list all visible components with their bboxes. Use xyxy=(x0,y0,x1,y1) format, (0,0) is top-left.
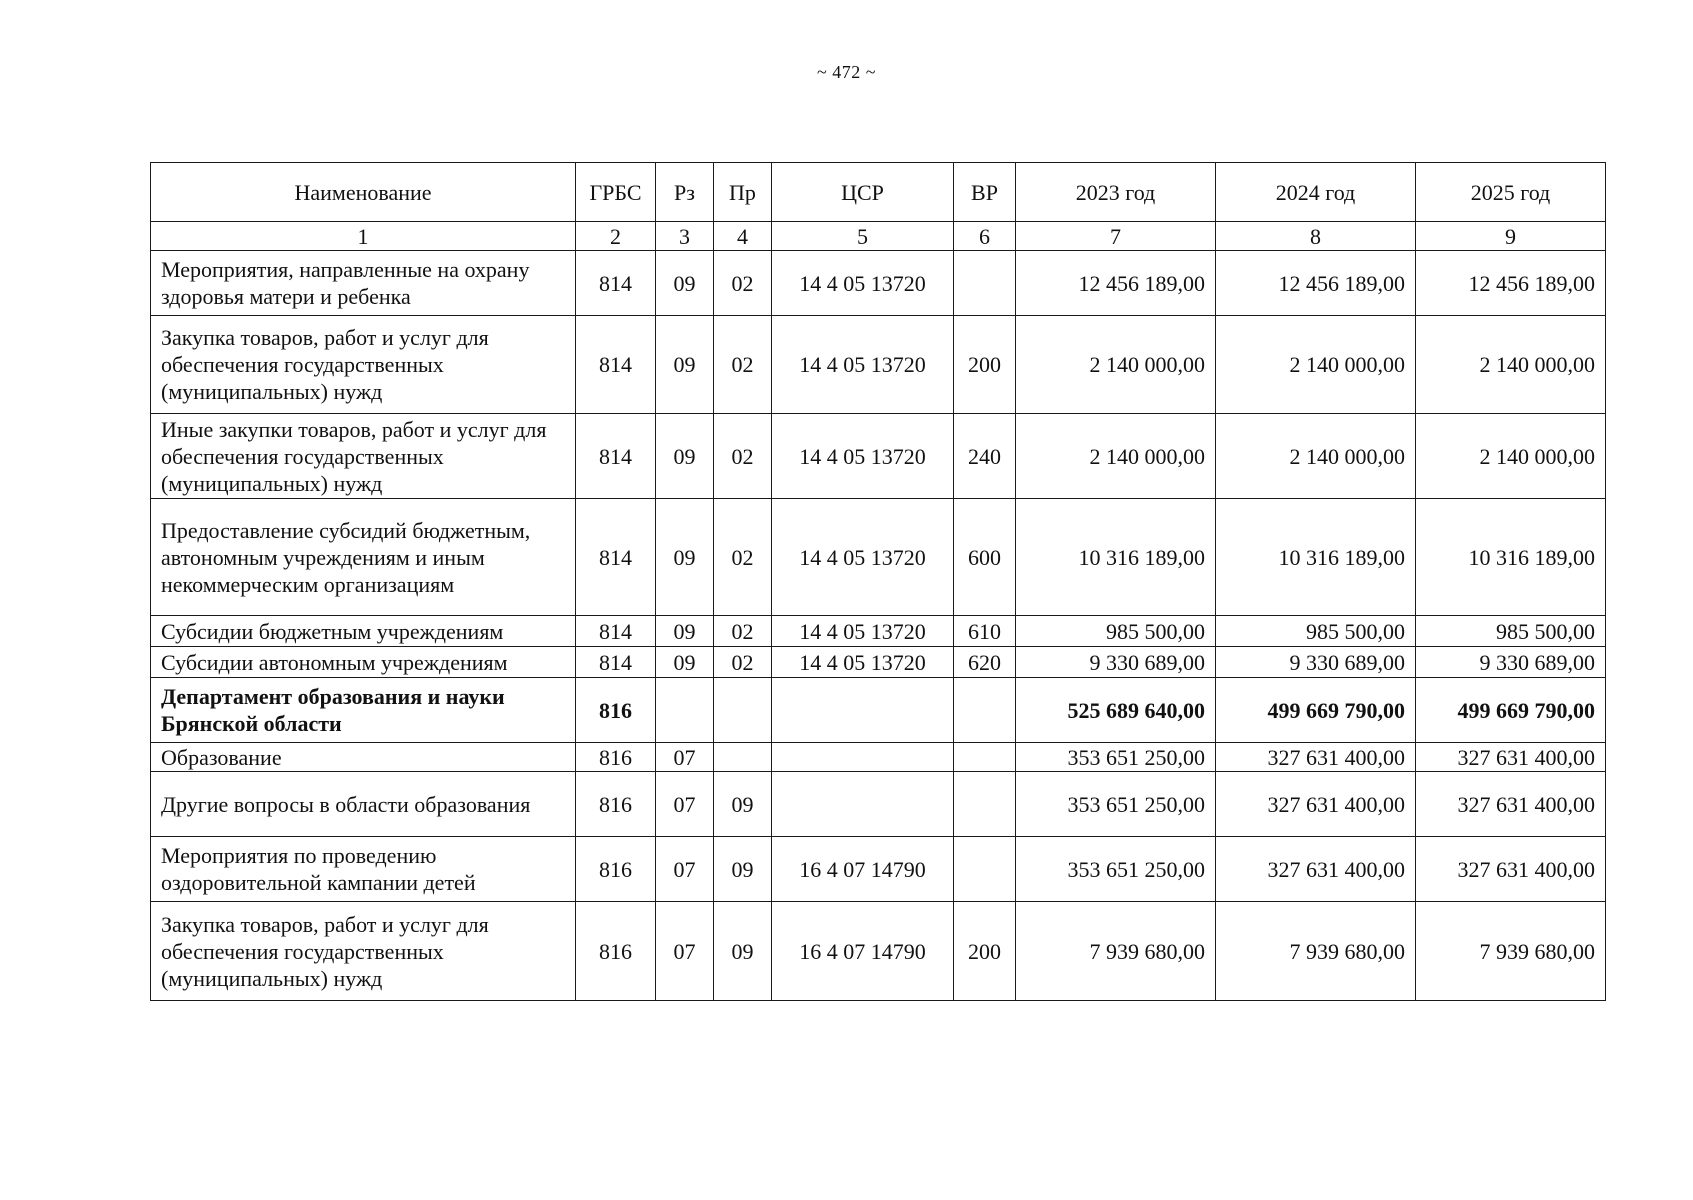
row-rz: 07 xyxy=(656,772,714,837)
row-name: Закупка товаров, работ и услуг для обеспечения государственных (муниципальных) нужд xyxy=(151,316,576,414)
row-rz: 09 xyxy=(656,647,714,678)
row-csr: 14 4 05 13720 xyxy=(772,251,954,316)
header-2024: 2024 год xyxy=(1216,163,1416,222)
row-grbs: 814 xyxy=(576,414,656,499)
row-amount-2025: 499 669 790,00 xyxy=(1416,678,1606,743)
row-amount-2025: 327 631 400,00 xyxy=(1416,837,1606,902)
row-amount-2023: 10 316 189,00 xyxy=(1016,499,1216,616)
header-row xyxy=(151,163,1606,222)
column-index: 1 xyxy=(151,222,576,251)
row-grbs: 814 xyxy=(576,647,656,678)
row-csr: 14 4 05 13720 xyxy=(772,647,954,678)
row-grbs: 814 xyxy=(576,251,656,316)
row-amount-2025: 9 330 689,00 xyxy=(1416,647,1606,678)
row-amount-2025: 7 939 680,00 xyxy=(1416,902,1606,1001)
row-csr xyxy=(772,678,954,743)
row-pr: 09 xyxy=(714,837,772,902)
row-name: Предоставление субсидий бюджетным, автономным учреждениям и иным некоммерческим организациям xyxy=(151,499,576,616)
row-pr: 09 xyxy=(714,902,772,1001)
row-vr: 240 xyxy=(954,414,1016,499)
row-vr: 200 xyxy=(954,902,1016,1001)
table-row xyxy=(151,743,1606,772)
table-row xyxy=(151,414,1606,499)
row-name: Субсидии автономным учреждениям xyxy=(151,647,576,678)
column-index: 7 xyxy=(1016,222,1216,251)
row-csr xyxy=(772,743,954,772)
row-vr: 600 xyxy=(954,499,1016,616)
row-amount-2025: 327 631 400,00 xyxy=(1416,772,1606,837)
row-amount-2023: 985 500,00 xyxy=(1016,616,1216,647)
row-vr xyxy=(954,772,1016,837)
row-pr: 02 xyxy=(714,647,772,678)
row-csr: 14 4 05 13720 xyxy=(772,616,954,647)
row-rz: 07 xyxy=(656,837,714,902)
row-amount-2023: 7 939 680,00 xyxy=(1016,902,1216,1001)
page-number: ~ 472 ~ xyxy=(817,62,876,82)
row-rz: 09 xyxy=(656,499,714,616)
row-vr xyxy=(954,837,1016,902)
row-pr: 09 xyxy=(714,772,772,837)
header-2025: 2025 год xyxy=(1416,163,1606,222)
header-vr: ВР xyxy=(954,163,1016,222)
row-grbs: 814 xyxy=(576,499,656,616)
row-pr: 02 xyxy=(714,616,772,647)
row-csr: 14 4 05 13720 xyxy=(772,414,954,499)
header-rz: Рз xyxy=(656,163,714,222)
row-grbs: 816 xyxy=(576,902,656,1001)
row-amount-2023: 12 456 189,00 xyxy=(1016,251,1216,316)
column-index: 8 xyxy=(1216,222,1416,251)
row-rz: 07 xyxy=(656,902,714,1001)
row-amount-2023: 2 140 000,00 xyxy=(1016,414,1216,499)
row-csr: 16 4 07 14790 xyxy=(772,902,954,1001)
column-index-row xyxy=(151,222,1606,251)
row-amount-2025: 2 140 000,00 xyxy=(1416,316,1606,414)
row-vr xyxy=(954,251,1016,316)
row-grbs: 816 xyxy=(576,772,656,837)
table-row xyxy=(151,316,1606,414)
header-csr: ЦСР xyxy=(772,163,954,222)
row-amount-2025: 12 456 189,00 xyxy=(1416,251,1606,316)
row-amount-2023: 2 140 000,00 xyxy=(1016,316,1216,414)
table-row xyxy=(151,251,1606,316)
row-vr: 200 xyxy=(954,316,1016,414)
row-rz: 09 xyxy=(656,251,714,316)
row-rz: 09 xyxy=(656,414,714,499)
row-grbs: 814 xyxy=(576,316,656,414)
row-amount-2024: 327 631 400,00 xyxy=(1216,772,1416,837)
row-amount-2023: 9 330 689,00 xyxy=(1016,647,1216,678)
row-amount-2024: 12 456 189,00 xyxy=(1216,251,1416,316)
row-pr xyxy=(714,743,772,772)
column-index: 4 xyxy=(714,222,772,251)
row-grbs: 816 xyxy=(576,743,656,772)
row-rz: 09 xyxy=(656,316,714,414)
row-vr xyxy=(954,678,1016,743)
row-amount-2024: 7 939 680,00 xyxy=(1216,902,1416,1001)
row-name: Департамент образования и науки Брянской области xyxy=(151,678,576,743)
table-row xyxy=(151,902,1606,1001)
row-pr: 02 xyxy=(714,251,772,316)
column-index: 2 xyxy=(576,222,656,251)
row-csr: 14 4 05 13720 xyxy=(772,499,954,616)
row-amount-2024: 2 140 000,00 xyxy=(1216,414,1416,499)
row-amount-2024: 2 140 000,00 xyxy=(1216,316,1416,414)
row-amount-2024: 327 631 400,00 xyxy=(1216,837,1416,902)
row-pr xyxy=(714,678,772,743)
header-grbs: ГРБС xyxy=(576,163,656,222)
row-amount-2024: 9 330 689,00 xyxy=(1216,647,1416,678)
table-row xyxy=(151,647,1606,678)
table-row xyxy=(151,678,1606,743)
column-index: 5 xyxy=(772,222,954,251)
row-name: Другие вопросы в области образования xyxy=(151,772,576,837)
row-csr xyxy=(772,772,954,837)
row-name: Мероприятия по проведению оздоровительной кампании детей xyxy=(151,837,576,902)
row-amount-2023: 525 689 640,00 xyxy=(1016,678,1216,743)
row-name: Мероприятия, направленные на охрану здоровья матери и ребенка xyxy=(151,251,576,316)
row-csr: 14 4 05 13720 xyxy=(772,316,954,414)
row-amount-2023: 353 651 250,00 xyxy=(1016,743,1216,772)
row-amount-2025: 2 140 000,00 xyxy=(1416,414,1606,499)
row-name: Иные закупки товаров, работ и услуг для обеспечения государственных (муниципальных) нужд xyxy=(151,414,576,499)
column-index: 9 xyxy=(1416,222,1606,251)
row-pr: 02 xyxy=(714,316,772,414)
row-amount-2024: 10 316 189,00 xyxy=(1216,499,1416,616)
row-csr: 16 4 07 14790 xyxy=(772,837,954,902)
table-row xyxy=(151,837,1606,902)
row-pr: 02 xyxy=(714,499,772,616)
header-pr: Пр xyxy=(714,163,772,222)
table-row xyxy=(151,772,1606,837)
header-2023: 2023 год xyxy=(1016,163,1216,222)
row-vr: 610 xyxy=(954,616,1016,647)
row-amount-2024: 499 669 790,00 xyxy=(1216,678,1416,743)
row-amount-2023: 353 651 250,00 xyxy=(1016,772,1216,837)
header-name: Наименование xyxy=(151,163,576,222)
row-vr xyxy=(954,743,1016,772)
row-amount-2024: 327 631 400,00 xyxy=(1216,743,1416,772)
row-rz xyxy=(656,678,714,743)
row-name: Закупка товаров, работ и услуг для обеспечения государственных (муниципальных) нужд xyxy=(151,902,576,1001)
row-rz: 07 xyxy=(656,743,714,772)
row-amount-2025: 327 631 400,00 xyxy=(1416,743,1606,772)
row-amount-2025: 985 500,00 xyxy=(1416,616,1606,647)
row-amount-2025: 10 316 189,00 xyxy=(1416,499,1606,616)
column-index: 3 xyxy=(656,222,714,251)
row-vr: 620 xyxy=(954,647,1016,678)
table-row xyxy=(151,616,1606,647)
row-name: Образование xyxy=(151,743,576,772)
row-grbs: 816 xyxy=(576,837,656,902)
table-row xyxy=(151,499,1606,616)
row-grbs: 816 xyxy=(576,678,656,743)
row-rz: 09 xyxy=(656,616,714,647)
row-amount-2023: 353 651 250,00 xyxy=(1016,837,1216,902)
budget-table xyxy=(150,162,1606,1001)
row-grbs: 814 xyxy=(576,616,656,647)
row-pr: 02 xyxy=(714,414,772,499)
row-amount-2024: 985 500,00 xyxy=(1216,616,1416,647)
column-index: 6 xyxy=(954,222,1016,251)
row-name: Субсидии бюджетным учреждениям xyxy=(151,616,576,647)
